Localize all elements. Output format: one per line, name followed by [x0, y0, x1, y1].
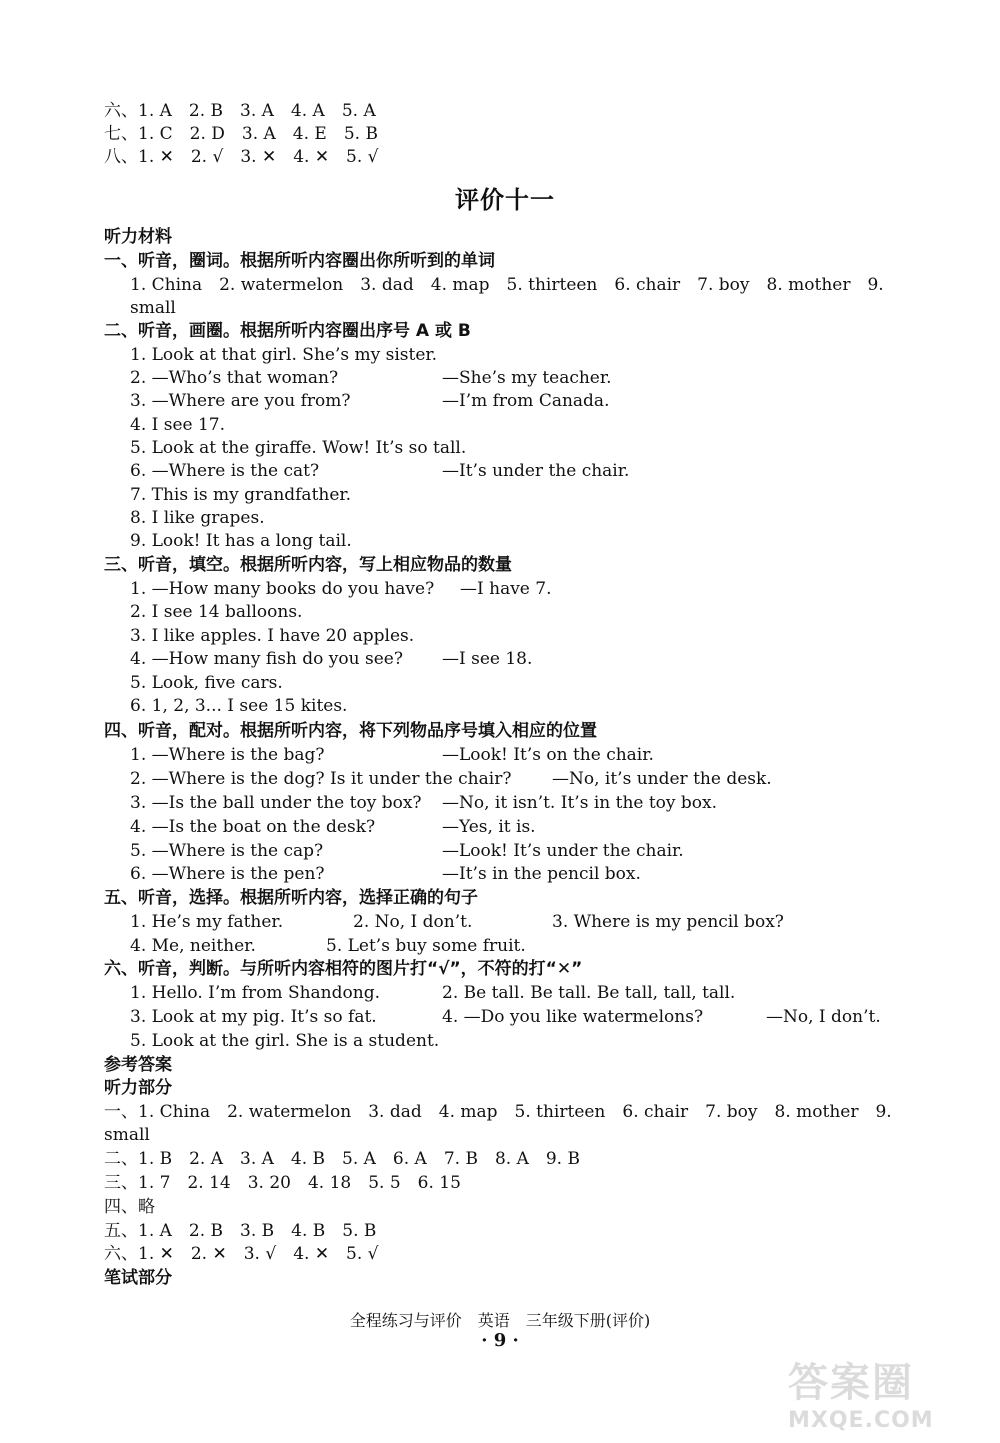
s4-item-q: 4. —Is the boat on the desk?: [130, 817, 376, 837]
listening-answers-heading: 听力部分: [104, 1078, 172, 1098]
s5-item: 2. No, I don’t.: [353, 912, 473, 932]
written-answers-heading: 笔试部分: [104, 1268, 172, 1288]
s2-item-q: 6. —Where is the cat?: [130, 461, 320, 481]
page-number: · 9 ·: [481, 1330, 519, 1351]
s3-item-q: 4. —How many fish do you see?: [130, 649, 403, 669]
s5-item: 4. Me, neither.: [130, 936, 256, 956]
s6-item: 5. Look at the girl. She is a student.: [130, 1031, 440, 1051]
s4-item-q: 5. —Where is the cap?: [130, 841, 324, 861]
s4-item-a: —Look! It’s under the chair.: [442, 841, 684, 861]
s3-item-q: 6. 1, 2, 3... I see 15 kites.: [130, 696, 348, 716]
s4-item-a: —No, it isn’t. It’s in the toy box.: [442, 793, 718, 813]
s6-item: 4. —Do you like watermelons?: [442, 1007, 704, 1027]
s2-item-q: 7. This is my grandfather.: [130, 485, 352, 505]
s2-item-q: 5. Look at the giraffe. Wow! It’s so tall.: [130, 438, 467, 458]
s2-item-q: 2. —Who’s that woman?: [130, 368, 339, 388]
s6-item: 3. Look at my pig. It’s so fat.: [130, 1007, 377, 1027]
answer-1: 一、1. China 2. watermelon 3. dad 4. map 5. thirteen 6. chair 7. boy 8. mother 9.: [104, 1102, 892, 1122]
s2-item-a: —She’s my teacher.: [442, 368, 612, 388]
s4-item-a: —Yes, it is.: [442, 817, 536, 837]
watermark-logo: [788, 1351, 988, 1433]
answer-3: 三、1. 7 2. 14 3. 20 4. 18 5. 5 6. 15: [104, 1173, 461, 1193]
s4-title: 四、听音，配对。根据所听内容，将下列物品序号填入相应的位置: [104, 721, 597, 741]
s1-items-tail: small: [130, 298, 176, 318]
s2-title: 二、听音，画圈。根据所听内容圈出序号 A 或 B: [104, 321, 471, 341]
s6-item: —No, I don’t.: [766, 1007, 881, 1027]
s6-item: 1. Hello. I’m from Shandong.: [130, 983, 380, 1003]
s3-item-q: 3. I like apples. I have 20 apples.: [130, 626, 415, 646]
s4-item-q: 2. —Where is the dog? Is it under the chair?: [130, 769, 512, 789]
answer-4: 四、略: [104, 1197, 155, 1217]
s2-item-q: 8. I like grapes.: [130, 508, 265, 528]
s3-title: 三、听音，填空。根据所听内容，写上相应物品的数量: [104, 555, 512, 575]
s4-item-q: 1. —Where is the bag?: [130, 745, 325, 765]
reference-heading: 参考答案: [104, 1055, 172, 1075]
s5-item: 3. Where is my pencil box?: [552, 912, 784, 932]
answer-line-7: 七、1. C 2. D 3. A 4. E 5. B: [104, 124, 378, 144]
s2-item-a: —I’m from Canada.: [442, 391, 610, 411]
answer-6: 六、1. ✕ 2. ✕ 3. √ 4. ✕ 5. √: [104, 1244, 379, 1264]
s2-item-a: —It’s under the chair.: [442, 461, 630, 481]
section-title: 评价十一: [455, 186, 555, 214]
s5-item: 1. He’s my father.: [130, 912, 284, 932]
s2-item-q: 4. I see 17.: [130, 415, 226, 435]
s4-item-a: —It’s in the pencil box.: [442, 864, 641, 884]
s4-item-a: —No, it’s under the desk.: [552, 769, 772, 789]
s3-item-q: 5. Look, five cars.: [130, 673, 283, 693]
s2-item-q: 3. —Where are you from?: [130, 391, 351, 411]
s6-title: 六、听音，判断。与所听内容相符的图片打“√”，不符的打“✕”: [104, 959, 583, 979]
listening-material-heading: 听力材料: [104, 227, 172, 247]
watermark-logo-text: 答案圈: [788, 1360, 914, 1406]
answer-5: 五、1. A 2. B 3. B 4. B 5. B: [104, 1221, 377, 1241]
s1-title: 一、听音，圈词。根据所听内容圈出你所听到的单词: [104, 251, 495, 271]
s2-item-q: 9. Look! It has a long tail.: [130, 531, 352, 551]
s5-item: 5. Let’s buy some fruit.: [326, 936, 526, 956]
s4-item-q: 3. —Is the ball under the toy box?: [130, 793, 422, 813]
s5-title: 五、听音，选择。根据所听内容，选择正确的句子: [104, 888, 478, 908]
s6-item: 2. Be tall. Be tall. Be tall, tall, tall.: [442, 983, 736, 1003]
s3-item-a: —I have 7.: [460, 579, 552, 599]
watermark-logo-url: MXQE.COM: [788, 1408, 934, 1433]
answer-2: 二、1. B 2. A 3. A 4. B 5. A 6. A 7. B 8. A 9. B: [104, 1149, 580, 1169]
s1-items: 1. China 2. watermelon 3. dad 4. map 5. thirteen 6. chair 7. boy 8. mother 9.: [130, 275, 884, 295]
s4-item-q: 6. —Where is the pen?: [130, 864, 325, 884]
page-footer: 全程练习与评价 英语 三年级下册(评价): [349, 1311, 651, 1330]
s3-item-q: 1. —How many books do you have?: [130, 579, 435, 599]
s3-item-q: 2. I see 14 balloons.: [130, 602, 303, 622]
answer-line-6: 六、1. A 2. B 3. A 4. A 5. A: [104, 101, 376, 121]
s4-item-a: —Look! It’s on the chair.: [442, 745, 654, 765]
s3-item-a: —I see 18.: [442, 649, 533, 669]
s2-item-q: 1. Look at that girl. She’s my sister.: [130, 345, 438, 365]
answer-1-tail: small: [104, 1125, 150, 1145]
answer-line-8: 八、1. ✕ 2. √ 3. ✕ 4. ✕ 5. √: [104, 147, 379, 167]
